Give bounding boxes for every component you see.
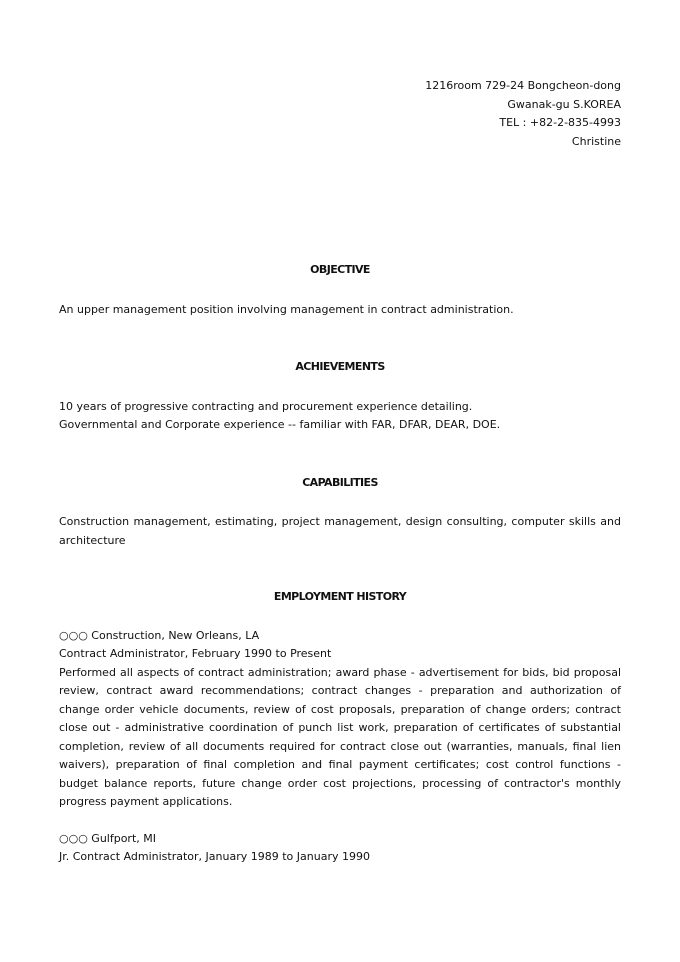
job-title: Jr. Contract Administrator, January 1989 to January 1990 [59,850,370,863]
contact-block [59,77,621,151]
job-title: Contract Administrator, February 1990 to Present [59,647,332,660]
employment-history-heading: EMPLOYMENT HISTORY [273,590,407,603]
job-description: Performed all aspects of contract administration; award phase - advertisement for bids, bid proposal review, contract award recommendations; contract changes - preparation and authorization of change order vehicle documents, review of cost proposals, preparation of change orders; contract close out - administrative coordination of punch list work, preparation of certificates of substantial completion, review of all documents required for contract close out (warranties, manuals, final lien waivers), preparation of final completion and final payment certificates; cost control functions - budget balance reports, future change order cost projections, processing of contractor's monthly progress payment applications. [59,665,621,808]
resume-page [59,77,621,867]
phone-number: TEL : +82-2-835-4993 [499,116,621,129]
capabilities-text: Construction management, estimating, project management, design consulting, computer skills and architecture [59,515,621,547]
address-line-1: 1216room 729-24 Bongcheon-dong [425,79,621,92]
job-entry [59,627,621,812]
address-line-2: Gwanak-gu S.KOREA [507,97,621,111]
achievement-line: 10 years of progressive contracting and procurement experience detailing. [59,399,473,413]
job-entry [59,830,621,867]
objective-heading: OBJECTIVE [310,263,370,276]
achievements-heading: ACHIEVEMENTS [295,360,385,373]
employment-history-list [59,627,621,867]
job-employer: ○○○ Construction, New Orleans, LA [59,628,260,642]
achievement-line: Governmental and Corporate experience -- familiar with FAR, DFAR, DEAR, DOE. [59,418,501,431]
contact-name: Christine [571,134,621,148]
job-employer: ○○○ Gulfport, MI [59,831,156,845]
achievements-list [59,398,621,435]
objective-text: An upper management position involving management in contract administration. [59,302,514,316]
capabilities-heading: CAPABILITIES [302,475,378,489]
